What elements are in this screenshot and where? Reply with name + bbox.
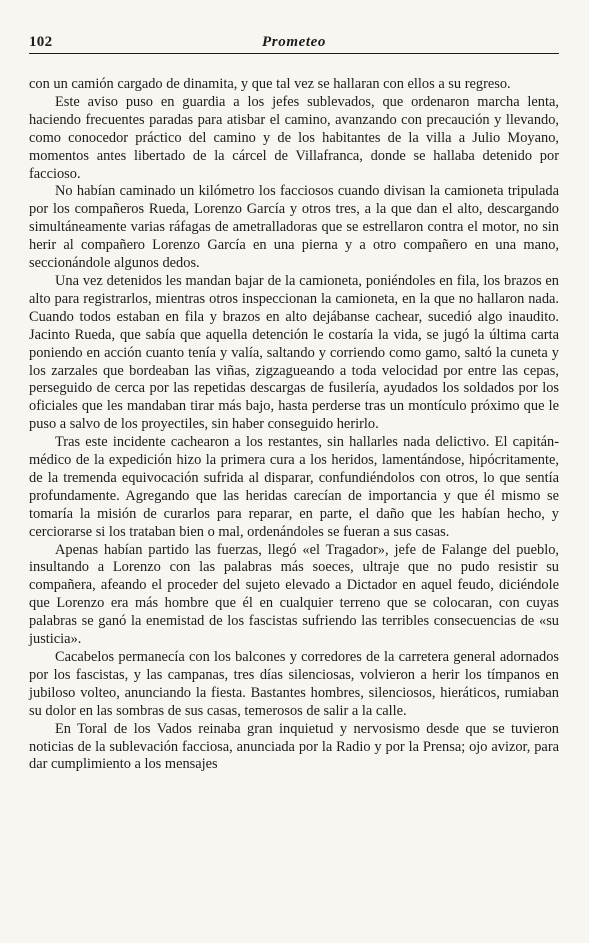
paragraph-continuation: con un camión cargado de dinamita, y que tal vez se hallaran con ellos a su regreso. — [29, 76, 511, 92]
paragraph: Tras este incidente cachearon a los restantes, sin hallarles nada delictivo. El capitán-médico de la expedición hizo la primera cura a los heridos, lamentándose, hipócritamente, de la tremenda equivocación sufrida al disparar, confundiéndolos con otros, lo que sentía profundamente. Agregando que las heridas carecían de importancia y que él mismo se tomaría la misión de curarlos para reparar, en parte, el daño que les habían hecho, y cerciorarse si los trataban bien o mal, ordenándoles se fueran a sus casas. — [29, 434, 559, 540]
page-header — [29, 33, 559, 54]
paragraph: Apenas habían partido las fuerzas, llegó «el Tragador», jefe de Falange del pueblo, insultando a Lorenzo con las palabras más soeces, ultraje que no pudo resistir su compañera, afeando el proceder del sujeto elevado a Dictador en aquel feudo, diciéndole que Lorenzo era más hombre que él en cualquier terreno que se colocaran, con cuyas palabras se ganó la enemistad de los fascistas sufriendo las terribles consecuencias de «su justicia». — [29, 541, 559, 648]
paragraph: Una vez detenidos les mandan bajar de la camioneta, poniéndoles en fila, los brazos en alto para registrarlos, mientras otros inspeccionan la camioneta, en la que no hallaron nada. Cuando todos estaban en fila y brazos en alto dejábanse cachear, sucedió algo inaudito. Jacinto Rueda, que sabía que aquella detención le costaría la vida, se jugó la última carta poniendo en acción cuanto tenía y valía, saltando y corriendo como gamo, saltó la cuneta y los zarzales que bordeaban las viñas, zigzagueando a toda velocidad por entre las cepas, perseguido de cerca por las repetidas descargas de fusilería, ayudados los soldados por los oficiales que les mandaban tirar más bajo, hasta perderse tras un montículo próximo que le puso a salvo de los proyectiles, sin haber conseguido herirlo. — [29, 272, 559, 433]
paragraph: No habían caminado un kilómetro los facciosos cuando divisan la camioneta tripulada por los compañeros Rueda, Lorenzo García y otros tres, a la que dan el alto, descargando simultáneamente varias ráfagas de ametralladoras que se estrellaron contra el motor, no sin herir al compañero Lorenzo García en una pierna y a otro compañero en una mano, seccionándole algunos dedos. — [29, 183, 559, 272]
paragraph: Este aviso puso en guardia a los jefes sublevados, que ordenaron marcha lenta, haciendo frecuentes paradas para atisbar el camino, avanzando con precaución y llevando, como conocedor práctico del camino y de los habitantes de la villa a Julio Moyano, momentos antes libertado de la cárcel de Villafranca, donde se hallaba detenido por faccioso. — [29, 93, 559, 182]
paragraph: En Toral de los Vados reinaba gran inquietud y nervosismo desde que se tuvieron noticias de la sublevación facciosa, anunciada por la Radio y por la Prensa; ojo avizor, para dar cumplimiento a los mensajes — [29, 720, 559, 773]
page-number: 102 — [29, 34, 53, 50]
running-title: Prometeo — [262, 34, 326, 50]
body-text — [29, 76, 559, 774]
book-page — [29, 33, 559, 933]
paragraph: Cacabelos permanecía con los balcones y corredores de la carretera general adornados por los fascistas, y las campanas, tres días silenciosas, volvieron a herir los tímpanos en jubiloso volteo, anunciando la fiesta. Bastantes hombres, silenciosos, hieráticos, rumiaban su dolor en las sombras de sus casas, temerosos de salir a la calle. — [29, 649, 559, 719]
